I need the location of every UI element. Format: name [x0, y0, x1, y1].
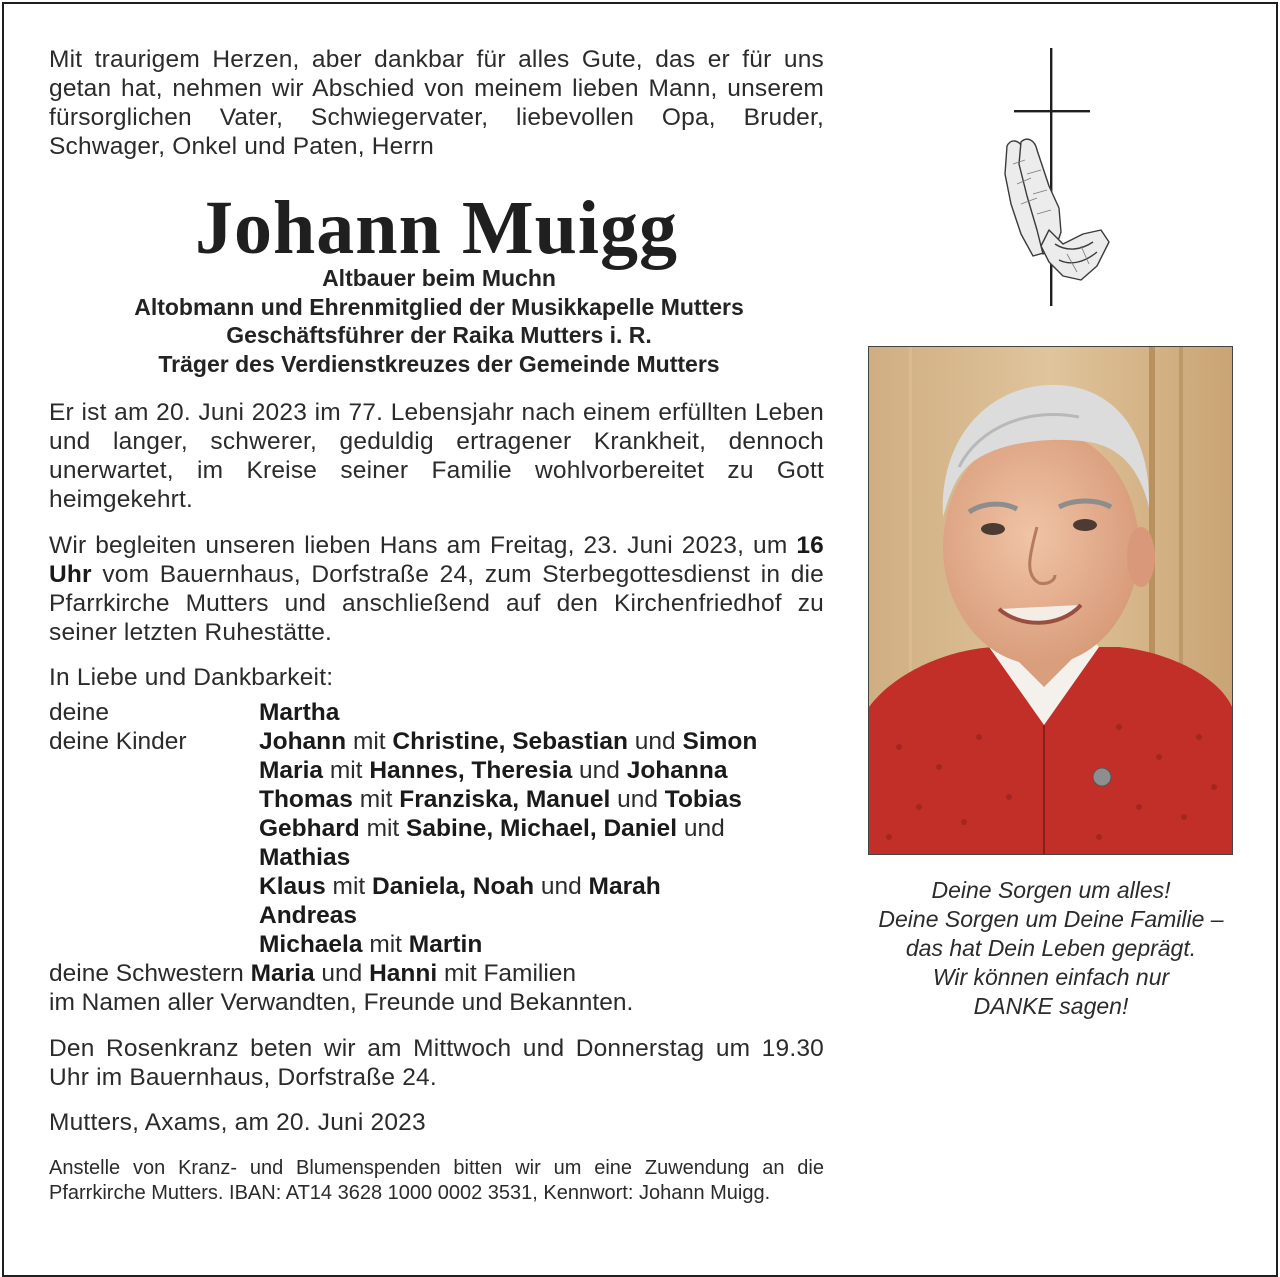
connector-word: mit	[366, 815, 400, 842]
relation-label: deine Kinder	[49, 728, 187, 755]
funeral-time: 16 Uhr	[49, 532, 824, 588]
child-name: Gebhard	[259, 815, 360, 842]
funeral-notice	[49, 531, 824, 647]
partner-names: Sabine, Michael, Daniel	[406, 815, 677, 842]
love-line: In Liebe und Dankbarkeit:	[49, 664, 334, 691]
place-date: Mutters, Axams, am 20. Juni 2023	[49, 1109, 426, 1136]
wife-name: Martha	[259, 699, 340, 726]
family-row-child	[49, 814, 824, 843]
family-row-child	[49, 872, 824, 901]
connector-word: mit	[332, 873, 366, 900]
child-name: Mathias	[259, 844, 351, 871]
connector-word: mit	[359, 786, 393, 813]
partner-names: Simon	[682, 728, 758, 755]
connector-word: und	[540, 873, 582, 900]
deceased-name: Johann Muigg	[195, 186, 678, 270]
funeral-text-2: vom Bauernhaus, Dorfstraße 24, zum Sterbegottesdienst in die Pfarrkirche Mutters und anschließend auf den Kirchenfriedhof zu seiner letzten Ruhestätte.	[49, 561, 824, 646]
rosary-notice: Den Rosenkranz beten wir am Mittwoch und Donnerstag um 19.30 Uhr im Bauernhaus, Dorfstraße 24.	[49, 1035, 824, 1091]
funeral-text-1: Wir begleiten unseren lieben Hans am Freitag, 23. Juni 2023, um	[49, 532, 797, 559]
family-row-relatives	[49, 988, 824, 1017]
sisters-suffix: mit Familien	[443, 960, 577, 987]
family-row-child	[49, 930, 824, 959]
sister-name: Hanni	[369, 960, 438, 987]
connector-word: mit	[329, 757, 363, 784]
titles-block	[34, 264, 844, 378]
quote-line: Deine Sorgen um Deine Familie –	[878, 906, 1224, 932]
child-name: Maria	[259, 757, 324, 784]
quote-block	[836, 876, 1266, 1021]
praying-hands-icon	[997, 134, 1117, 284]
family-row-child	[49, 785, 824, 814]
quote-line: Wir können einfach nur	[932, 964, 1170, 990]
title-line: Träger des Verdienstkreuzes der Gemeinde Mutters	[158, 350, 720, 377]
partner-names: Tobias	[664, 786, 742, 813]
family-row-child	[49, 756, 824, 785]
partner-names: Marah	[588, 873, 661, 900]
family-row-wife	[49, 698, 824, 727]
relation-label: deine Schwestern	[49, 960, 244, 987]
title-line: Altobmann und Ehrenmitglied der Musikkapelle Mutters	[134, 293, 744, 320]
connector-word: und	[579, 757, 620, 784]
child-name: Michaela	[259, 931, 363, 958]
connector-word: und	[321, 960, 363, 987]
title-line: Altbauer beim Muchn	[322, 265, 556, 291]
quote-line: DANKE sagen!	[973, 993, 1129, 1019]
partner-names: Christine, Sebastian	[392, 728, 628, 755]
family-row-sisters	[49, 959, 824, 988]
obituary-card	[2, 2, 1278, 1277]
connector-word: mit	[352, 728, 386, 755]
portrait-photo	[868, 346, 1233, 855]
donation-notice: Anstelle von Kranz- und Blumenspenden bitten wir um eine Zuwendung an die Pfarrkirche Mutters. IBAN: AT14 3628 1000 0002 3531, Kennwort: Johann Muigg.	[49, 1157, 824, 1204]
child-name: Johann	[259, 728, 347, 755]
family-list	[49, 698, 824, 1017]
family-row-child	[49, 901, 824, 930]
relatives-line: im Namen aller Verwandten, Freunde und Bekannten.	[49, 989, 634, 1016]
partner-names: Johanna	[626, 757, 728, 784]
relation-label: deine	[49, 699, 109, 726]
connector-word: und	[683, 815, 725, 842]
connector-word: mit	[369, 931, 402, 958]
partner-names: Hannes, Theresia	[369, 757, 573, 784]
title-line: Geschäftsführer der Raika Mutters i. R.	[226, 322, 652, 348]
intro-text: Mit traurigem Herzen, aber dankbar für alles Gute, das er für uns getan hat, nehmen wir Abschied von meinem lieben Mann, unserem fürsorglichen Vater, Schwiegervater, liebevollen Opa, Bruder, Schwager, Onkel und Paten, Herrn	[49, 46, 824, 160]
child-name: Thomas	[259, 786, 353, 813]
death-notice: Er ist am 20. Juni 2023 im 77. Lebensjahr nach einem erfüllten Leben und langer, schwerer, geduldig ertragener Krankheit, dennoch unerwartet, im Kreise seiner Familie wohlvorbereitet zu Gott heimgekehrt.	[49, 399, 824, 513]
quote-line: das hat Dein Leben geprägt.	[905, 935, 1197, 961]
family-row-child	[49, 727, 824, 756]
child-name: Andreas	[259, 902, 358, 929]
partner-names: Franziska, Manuel	[399, 786, 611, 813]
connector-word: und	[634, 728, 676, 755]
partner-names: Daniela, Noah	[372, 873, 535, 900]
partner-names: Martin	[408, 931, 483, 958]
connector-word: und	[617, 786, 658, 813]
sister-name: Maria	[250, 960, 315, 987]
family-row-child	[49, 843, 824, 872]
child-name: Klaus	[259, 873, 326, 900]
quote-line: Deine Sorgen um alles!	[931, 877, 1171, 903]
